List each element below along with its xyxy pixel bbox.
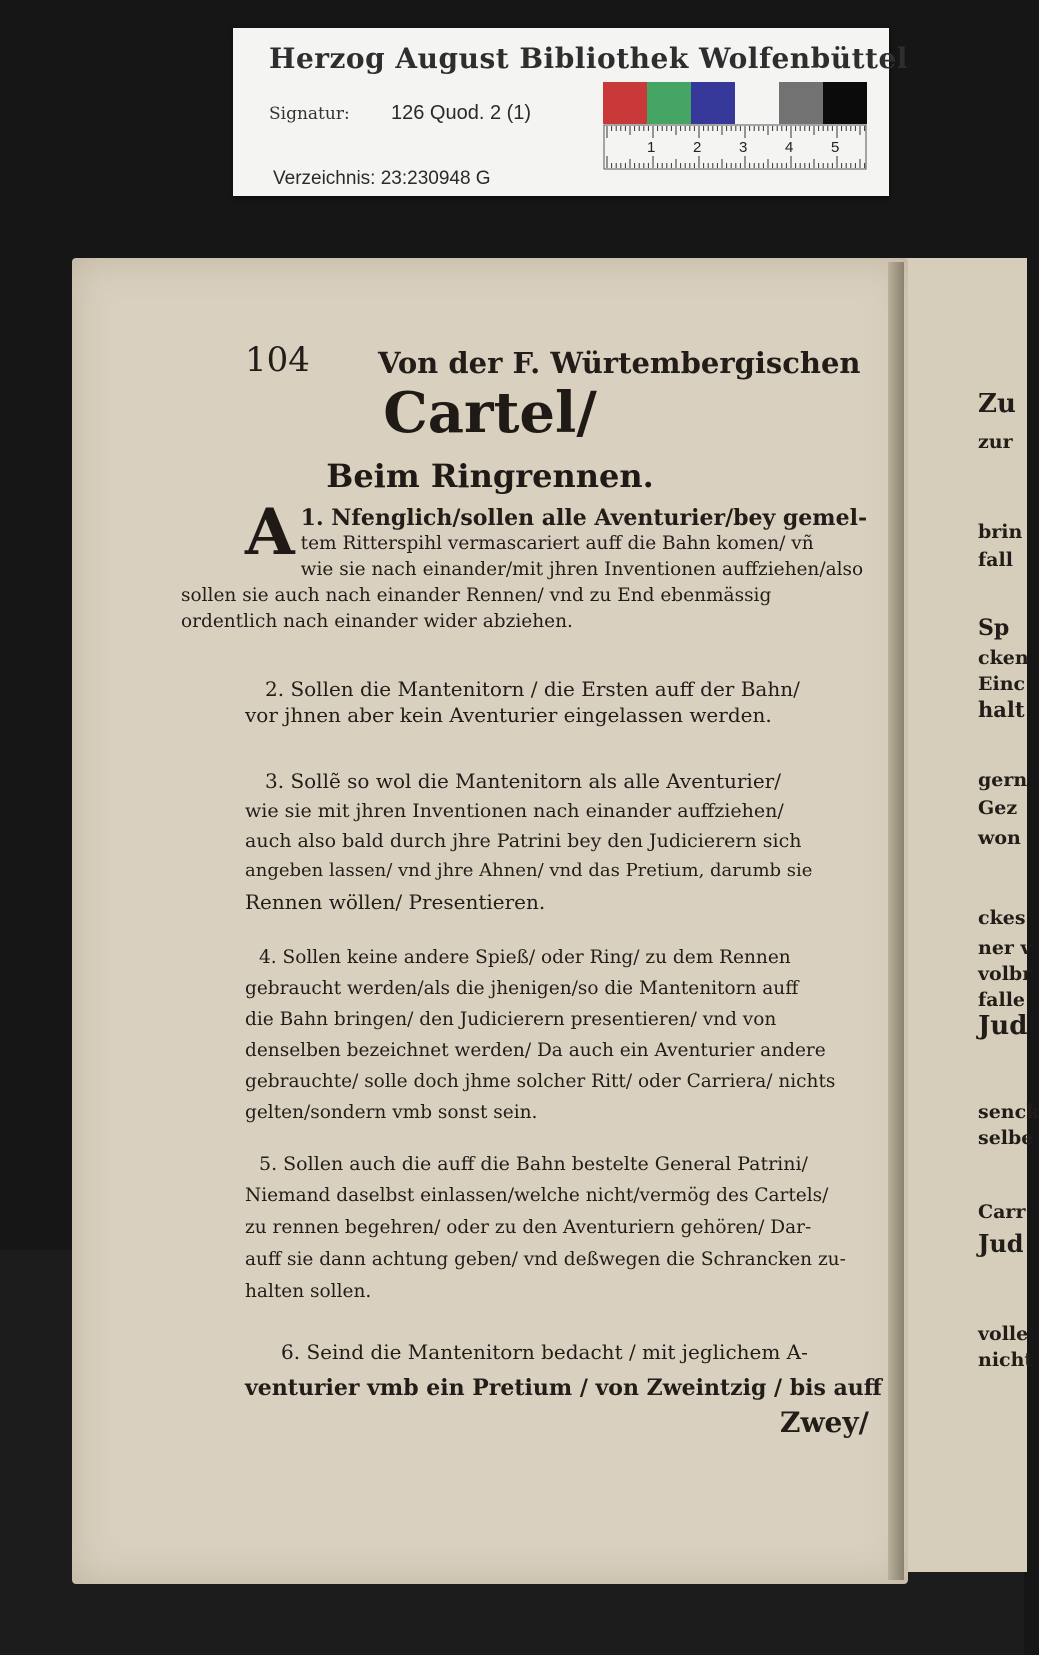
- page-subtitle: Beim Ringrennen.: [326, 457, 654, 495]
- text-line: zu rennen begehren/ oder zu den Aventuriern gehören/ Dar-: [245, 1217, 812, 1238]
- swatch-white: [735, 82, 779, 124]
- text-line: tem Ritterspihl vermascariert auff die Bahn komen/ vñ: [300, 533, 814, 554]
- facing-fragment: volbr: [978, 963, 1033, 985]
- facing-fragment: Jud: [978, 1011, 1028, 1041]
- facing-fragment: Jud: [978, 1229, 1024, 1258]
- text-line: 5. Sollen auch die auff die Bahn bestelte General Patrini/: [259, 1153, 808, 1175]
- ruler-number: 3: [739, 139, 748, 156]
- facing-fragment: fall: [978, 549, 1013, 571]
- text-line: auch also bald durch jhre Patrini bey den Judicierern sich: [245, 830, 802, 852]
- facing-fragment: nicht: [978, 1349, 1034, 1371]
- swatch-green: [647, 82, 691, 124]
- text-line: vor jhnen aber kein Aventurier eingelassen werden.: [245, 703, 772, 727]
- library-label-card: [233, 28, 908, 196]
- scale-ruler: [603, 124, 867, 170]
- running-head: Von der F. Würtembergischen: [378, 346, 861, 380]
- color-calibration-strip: [603, 82, 867, 124]
- facing-fragment: Sp: [978, 615, 1010, 641]
- facing-fragment: Carr: [978, 1201, 1026, 1223]
- facing-fragment: zur: [978, 431, 1013, 453]
- facing-fragment: Zu: [978, 389, 1016, 419]
- facing-fragment: falle: [978, 989, 1026, 1011]
- paragraph-4: [245, 942, 857, 1128]
- facing-fragment: Einc: [978, 673, 1026, 695]
- library-name: Herzog August Bibliothek Wolfenbüttel: [269, 42, 908, 75]
- facing-fragment: senck: [978, 1101, 1039, 1123]
- text-line: venturier vmb ein Pretium / von Zweintzig / bis auff: [245, 1375, 882, 1401]
- text-line: 2. Sollen die Mantenitorn / die Ersten auff der Bahn/: [265, 677, 800, 701]
- signatur-label: Signatur:: [269, 104, 350, 124]
- text-line: die Bahn bringen/ den Judicierern presentieren/ vnd von: [245, 1009, 777, 1030]
- swatch-blue: [691, 82, 735, 124]
- ruler-number: 5: [831, 139, 840, 156]
- text-line: wie sie nach einander/mit jhren Inventionen auffziehen/also: [300, 559, 864, 580]
- swatch-black: [823, 82, 867, 124]
- drop-cap: A: [245, 495, 295, 570]
- paragraph-6: [245, 1334, 882, 1406]
- verzeichnis-label: Verzeichnis: 23:230948 G: [273, 168, 491, 189]
- paragraph-3: [245, 766, 857, 918]
- text-line: auff sie dann achtung geben/ vnd deßwegen die Schrancken zu-: [245, 1249, 846, 1270]
- text-line: Rennen wöllen/ Presentieren.: [245, 890, 546, 914]
- ruler-number: 4: [785, 139, 794, 156]
- facing-fragment: halt: [978, 697, 1025, 722]
- text-line: halten sollen.: [245, 1281, 372, 1302]
- facing-fragment: cken: [978, 647, 1029, 669]
- facing-fragment: selbe: [978, 1127, 1034, 1149]
- signatur-value: 126 Quod. 2 (1): [391, 102, 532, 124]
- text-line: gebraucht werden/als die jhenigen/so die Mantenitorn auff: [245, 978, 799, 999]
- paragraph-1: [181, 495, 868, 635]
- text-line: ordentlich nach einander wider abziehen.: [181, 611, 573, 632]
- swatch-gray: [779, 82, 823, 124]
- text-line: sollen sie auch nach einander Rennen/ vnd zu End ebenmässig: [181, 585, 772, 606]
- page-title: Cartel/: [383, 380, 597, 446]
- ruler-number: 2: [693, 139, 702, 156]
- text-line: Niemand daselbst einlassen/welche nicht/vermög des Cartels/: [245, 1185, 829, 1206]
- ruler-number: 1: [647, 139, 656, 156]
- text-line: 1. Nfenglich/sollen alle Aventurier/bey gemel-: [300, 505, 868, 531]
- text-line: gebrauchte/ solle doch jhme solcher Ritt/ oder Carriera/ nichts: [245, 1071, 836, 1092]
- page-number: 104: [245, 340, 310, 380]
- paragraph-2: [245, 676, 857, 728]
- catchword: Zwey/: [780, 1406, 869, 1439]
- text-line: gelten/sondern vmb sonst sein.: [245, 1102, 538, 1123]
- facing-fragment: won: [978, 827, 1021, 849]
- facing-fragment: brin: [978, 521, 1023, 543]
- text-line: angeben lassen/ vnd jhre Ahnen/ vnd das Pretium, darumb sie: [245, 860, 813, 881]
- text-line: 6. Seind die Mantenitorn bedacht / mit jeglichem A-: [281, 1340, 808, 1364]
- facing-fragment: ckes: [978, 907, 1026, 929]
- facing-fragment: gern: [978, 769, 1028, 791]
- text-line: 4. Sollen keine andere Spieß/ oder Ring/ zu dem Rennen: [259, 947, 791, 968]
- text-line: wie sie mit jhren Inventionen nach einander auffziehen/: [245, 800, 784, 822]
- facing-fragment: volle: [978, 1323, 1029, 1345]
- text-line: 3. Sollẽ so wol die Mantenitorn als alle Aventurier/: [265, 769, 781, 793]
- facing-fragment: ner v: [978, 937, 1032, 959]
- facing-fragment: Gez: [978, 797, 1018, 819]
- text-line: denselben bezeichnet werden/ Da auch ein Aventurier andere: [245, 1040, 826, 1061]
- swatch-red: [603, 82, 647, 124]
- paragraph-5: [245, 1148, 857, 1308]
